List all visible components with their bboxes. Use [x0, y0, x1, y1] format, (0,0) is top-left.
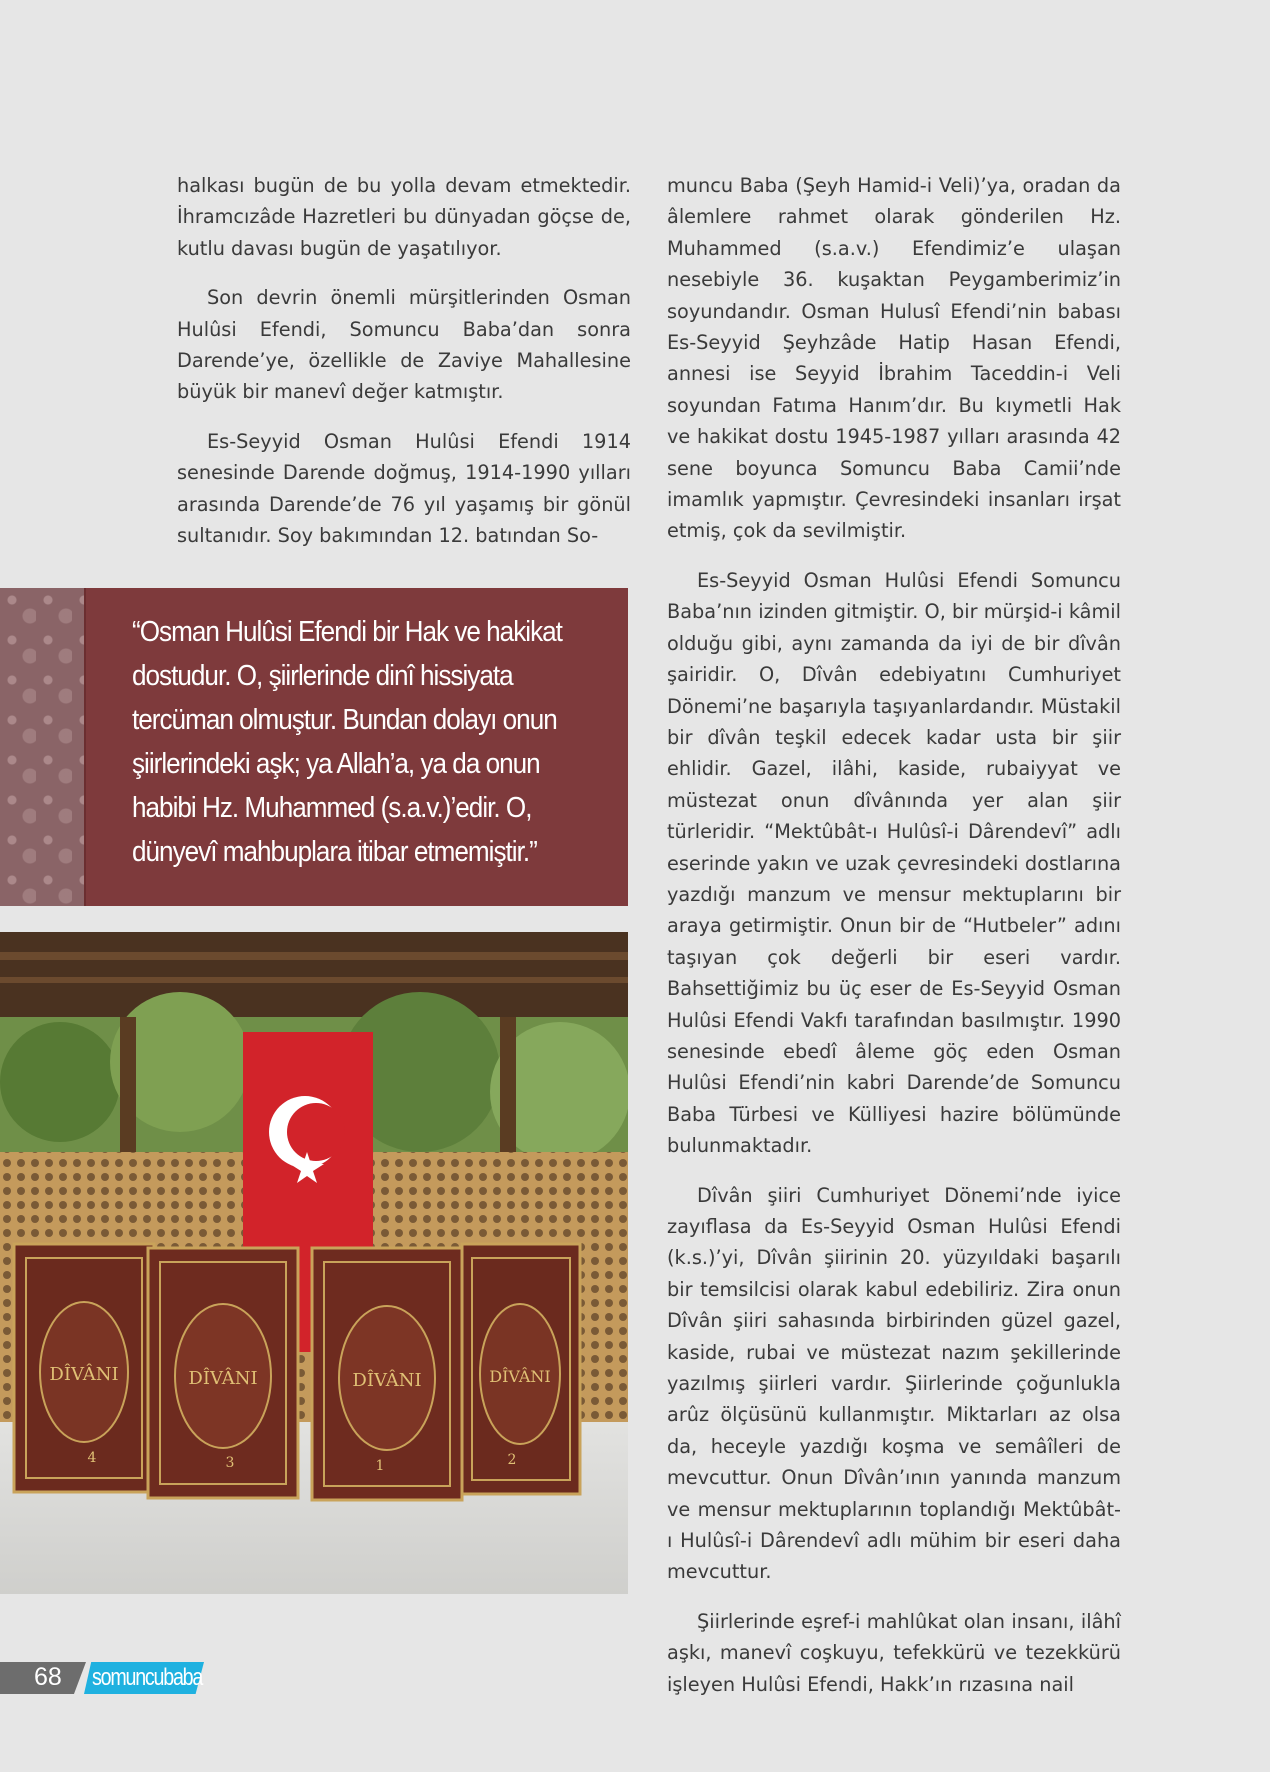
book-title: DÎVÂNI — [188, 1368, 258, 1389]
paragraph: Es-Seyyid Osman Hulûsi Efendi 1914 senesinde Darende doğmuş, 1914-1990 yılları arasında Darende’de 76 yıl yaşamış bir gönül sultanıdır. Soy bakımından 12. batından So- — [177, 429, 631, 548]
book — [14, 1244, 154, 1492]
pull-quote-text: “Osman Hulûsi Efendi bir Hak ve hakikat dostudur. O, şiirlerinde dinî hissiyata tercüman olmuştur. Bundan dolayı onun şiirlerindeki aşk; ya Allah’a, ya da onun habibi Hz. Muhammed (s.a.v.)’edir. O, dünyevî mahbuplara itibar etmemiştir.” — [132, 616, 562, 868]
paragraph: Es-Seyyid Osman Hulûsi Efendi Somuncu Baba’nın izinden gitmiştir. O, bir mürşid-i kâmil olduğu gibi, aynı zamanda da iyi de bir dîvân şairidir. O, Dîvân edebiyatını Cumhuriyet Dönemi’ne başarıyla taşıyanlardandır. Müstakil bir dîvân teşkil edecek kadar usta bir şiir ehlidir. Gazel, ilâhi, kaside, rubaiyyat ve müstezat onun dîvânında yer alan şiir türleridir. “Mektûbât-ı Hulûsî-i Dârendevî” adlı eserinde yakın ve uzak çevresindeki dostlarına yazdığı manzum ve mensur mektuplarını bir araya getirmiştir. Onun bir de “Hutbeler” adını taşıyan çok değerli bir eseri vardır. Bahsettiğimiz bu üç eser de Es-Seyyid Osman Hulûsi Efendi Vakfı tarafından basılmıştır. 1990 senesinde ebedî âleme göç eden Osman Hulûsi Efendi’nin kabri Darende’de Somuncu Baba Türbesi ve Külliyesi hazire bölümünde bulunmaktadır. — [667, 568, 1121, 1158]
book-number: 2 — [507, 1452, 517, 1468]
book-title: DÎVÂNI — [489, 1367, 551, 1386]
pull-quote-box — [0, 588, 628, 906]
paragraph: Son devrin önemli mürşitlerinden Osman Hulûsi Efendi, Somuncu Baba’dan sonra Darende’ye, özellikle de Zaviye Mahallesine büyük bir manevî değer katmıştır. — [177, 286, 631, 404]
book-number: 3 — [225, 1455, 235, 1471]
page-number: 68 — [34, 1663, 62, 1691]
book-number: 1 — [375, 1458, 385, 1474]
paragraph: halkası bugün de bu yolla devam etmektedir. İhramcızâde Hazretleri bu dünyadan göçse de, kutlu davası bugün de yaşatılıyor. — [177, 174, 631, 260]
book-number: 4 — [87, 1450, 97, 1466]
book-title: DÎVÂNI — [352, 1370, 422, 1391]
book — [312, 1248, 462, 1500]
books-illustration — [0, 932, 628, 1594]
brand-name: somuncubaba — [92, 1664, 203, 1691]
paragraph: muncu Baba (Şeyh Hamid-i Veli)’ya, oradan da âlemlere rahmet olarak gönderilen Hz. Muhammed (s.a.v.) Efendimiz’e ulaşan nesebiyle 36. kuşaktan Peygamberimiz’in soyundandır. Osman Hulusî Efendi’nin babası Es-Seyyid Şeyhzâde Hatip Hasan Efendi, annesi ise Seyyid İbrahim Taceddin-i Veli soyundan Fatıma Hanım’dır. Bu kıymetli Hak ve hakikat dostu 1945-1987 yılları arasında 42 sene boyunca Somuncu Baba Camii’nde imamlık yapmıştır. Çevresindeki insanları irşat etmiş, çok da sevilmiştir. — [667, 174, 1121, 543]
page-footer — [0, 1662, 210, 1694]
left-text-column — [177, 170, 631, 569]
paragraph: Şiirlerinde eşref-i mahlûkat olan insanı, ilâhî aşkı, manevî coşkuyu, tefekkürü ve tezekkürü işleyen Hulûsi Efendi, Hakk’ın rızasına nail — [667, 1609, 1121, 1696]
ornament-pattern — [0, 588, 86, 906]
right-text-column — [667, 170, 1121, 1718]
books-photo — [0, 932, 628, 1594]
paragraph: Dîvân şiiri Cumhuriyet Dönemi’nde iyice zayıflasa da Es-Seyyid Osman Hulûsi Efendi (k.s.)’yi, Dîvân şiirinin 20. yüzyıldaki başarılı bir temsilcisi olarak kabul edebiliriz. Zira onun Dîvân şiiri sahasında birbirinden güzel gazel, kaside, rubai ve müstezat nazım şekillerinde yazılmış şiirleri vardır. Şiirlerinde çoğunlukla arûz ölçüsünü kullanmıştır. Miktarları az olsa da, heceyle yazdığı koşma ve semâîleri de mevcuttur. Onun Dîvân’ının yanında manzum ve mensur mektuplarının toplandığı Mektûbât-ı Hulûsî-i Dârendevî adlı mühim bir eseri daha mevcuttur. — [667, 1183, 1121, 1584]
book-title: DÎVÂNI — [49, 1364, 119, 1385]
book — [148, 1248, 298, 1498]
book — [462, 1244, 580, 1494]
